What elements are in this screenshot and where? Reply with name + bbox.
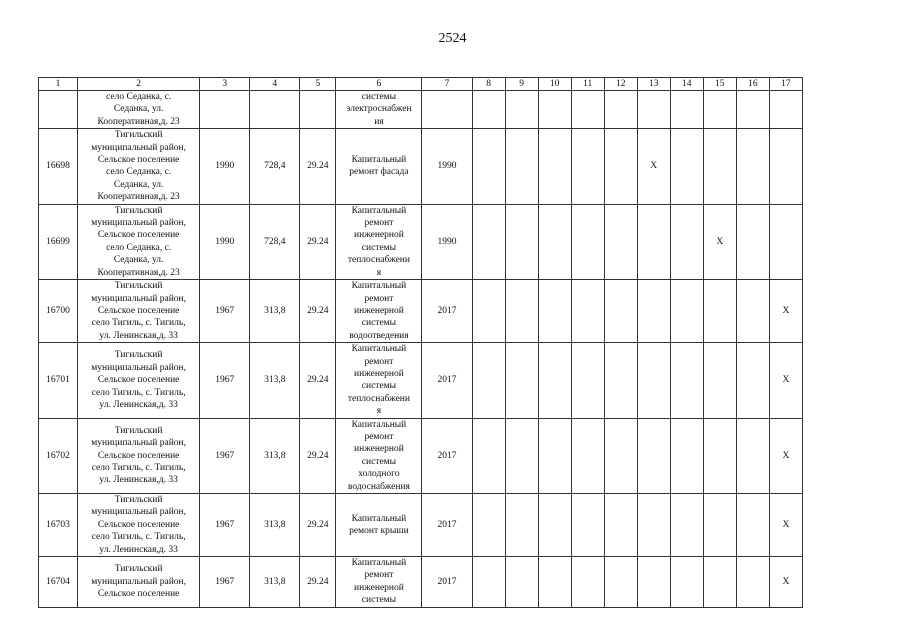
empty-cell xyxy=(637,343,670,418)
column-number-cell: 13 xyxy=(637,78,670,91)
code-cell: 29.24 xyxy=(300,494,336,557)
empty-cell xyxy=(505,494,538,557)
table-row xyxy=(39,418,803,493)
empty-cell xyxy=(736,343,769,418)
work-type-cell: Капитальный ремонт инженерной системы водоотведения xyxy=(336,280,422,343)
code-cell: 29.24 xyxy=(300,343,336,418)
column-number-cell: 10 xyxy=(538,78,571,91)
x-mark-cell: X xyxy=(769,343,802,418)
planned-year-cell: 2017 xyxy=(422,494,472,557)
row-id-cell: 16699 xyxy=(39,204,78,279)
x-mark-cell: X xyxy=(703,204,736,279)
area-cell: 313,8 xyxy=(250,494,300,557)
planned-year-cell: 1990 xyxy=(422,204,472,279)
address-cell: Тигильский муниципальный район, Сельское поселение село Тигиль, с. Тигиль, ул. Ленинская,д. 33 xyxy=(78,343,200,418)
area-cell: 313,8 xyxy=(250,280,300,343)
year-built-cell: 1967 xyxy=(200,418,250,493)
empty-cell xyxy=(505,557,538,608)
empty-cell xyxy=(604,129,637,204)
code-cell: 29.24 xyxy=(300,204,336,279)
capital-repair-table xyxy=(38,77,803,608)
planned-year-cell xyxy=(422,91,472,129)
planned-year-cell: 2017 xyxy=(422,418,472,493)
work-type-cell: Капитальный ремонт фасада xyxy=(336,129,422,204)
planned-year-cell: 2017 xyxy=(422,557,472,608)
column-number-cell: 12 xyxy=(604,78,637,91)
empty-cell xyxy=(472,494,505,557)
column-number-cell: 1 xyxy=(39,78,78,91)
empty-cell xyxy=(472,91,505,129)
x-mark-cell: X xyxy=(769,557,802,608)
column-number-cell: 11 xyxy=(571,78,604,91)
year-built-cell: 1990 xyxy=(200,129,250,204)
empty-cell xyxy=(736,129,769,204)
empty-cell xyxy=(571,280,604,343)
code-cell: 29.24 xyxy=(300,280,336,343)
address-cell: Тигильский муниципальный район, Сельское поселение село Седанка, с. Седанка, ул. Кооперативная,д. 23 xyxy=(78,129,200,204)
work-type-cell: Капитальный ремонт инженерной системы холодного водоснабжения xyxy=(336,418,422,493)
column-number-cell: 4 xyxy=(250,78,300,91)
empty-cell xyxy=(472,280,505,343)
area-cell xyxy=(250,91,300,129)
table-row xyxy=(39,129,803,204)
empty-cell xyxy=(604,557,637,608)
year-built-cell: 1967 xyxy=(200,557,250,608)
row-id-cell: 16698 xyxy=(39,129,78,204)
address-cell: Тигильский муниципальный район, Сельское поселение село Тигиль, с. Тигиль, ул. Ленинская,д. 33 xyxy=(78,280,200,343)
empty-cell xyxy=(703,280,736,343)
row-id-cell: 16702 xyxy=(39,418,78,493)
empty-cell xyxy=(571,343,604,418)
empty-cell xyxy=(604,494,637,557)
column-number-cell: 5 xyxy=(300,78,336,91)
row-id-cell: 16700 xyxy=(39,280,78,343)
address-cell: Тигильский муниципальный район, Сельское поселение xyxy=(78,557,200,608)
empty-cell xyxy=(670,557,703,608)
empty-cell xyxy=(604,204,637,279)
page-number: 2524 xyxy=(438,31,467,46)
column-number-cell: 17 xyxy=(769,78,802,91)
table-row xyxy=(39,91,803,129)
empty-cell xyxy=(637,204,670,279)
address-cell: Тигильский муниципальный район, Сельское поселение село Тигиль, с. Тигиль, ул. Ленинская,д. 33 xyxy=(78,418,200,493)
address-cell: село Седанка, с. Седанка, ул. Кооперативная,д. 23 xyxy=(78,91,200,129)
empty-cell xyxy=(472,129,505,204)
empty-cell xyxy=(571,91,604,129)
empty-cell xyxy=(538,204,571,279)
empty-cell xyxy=(736,418,769,493)
empty-cell xyxy=(505,418,538,493)
address-cell: Тигильский муниципальный район, Сельское поселение село Тигиль, с. Тигиль, ул. Ленинская,д. 33 xyxy=(78,494,200,557)
empty-cell xyxy=(736,91,769,129)
work-type-cell: системы электроснабжен ия xyxy=(336,91,422,129)
empty-cell xyxy=(703,418,736,493)
code-cell: 29.24 xyxy=(300,557,336,608)
empty-cell xyxy=(769,129,802,204)
empty-cell xyxy=(538,343,571,418)
planned-year-cell: 1990 xyxy=(422,129,472,204)
column-number-cell: 14 xyxy=(670,78,703,91)
x-mark-cell: X xyxy=(769,494,802,557)
empty-cell xyxy=(538,494,571,557)
row-id-cell: 16704 xyxy=(39,557,78,608)
column-number-cell: 3 xyxy=(200,78,250,91)
table-row xyxy=(39,343,803,418)
code-cell xyxy=(300,91,336,129)
empty-cell xyxy=(637,280,670,343)
empty-cell xyxy=(736,280,769,343)
code-cell: 29.24 xyxy=(300,129,336,204)
column-number-cell: 8 xyxy=(472,78,505,91)
area-cell: 313,8 xyxy=(250,343,300,418)
empty-cell xyxy=(571,557,604,608)
work-type-cell: Капитальный ремонт крыши xyxy=(336,494,422,557)
planned-year-cell: 2017 xyxy=(422,343,472,418)
table-row xyxy=(39,204,803,279)
table-row xyxy=(39,280,803,343)
year-built-cell: 1967 xyxy=(200,494,250,557)
area-cell: 728,4 xyxy=(250,129,300,204)
empty-cell xyxy=(571,494,604,557)
column-number-cell: 7 xyxy=(422,78,472,91)
empty-cell xyxy=(472,204,505,279)
empty-cell xyxy=(670,204,703,279)
empty-cell xyxy=(769,204,802,279)
code-cell: 29.24 xyxy=(300,418,336,493)
year-built-cell: 1990 xyxy=(200,204,250,279)
empty-cell xyxy=(472,418,505,493)
empty-cell xyxy=(637,91,670,129)
empty-cell xyxy=(538,91,571,129)
empty-cell xyxy=(703,91,736,129)
empty-cell xyxy=(472,557,505,608)
year-built-cell: 1967 xyxy=(200,343,250,418)
column-number-cell: 2 xyxy=(78,78,200,91)
x-mark-cell: X xyxy=(769,280,802,343)
empty-cell xyxy=(505,91,538,129)
empty-cell xyxy=(670,280,703,343)
empty-cell xyxy=(736,204,769,279)
empty-cell xyxy=(505,280,538,343)
empty-cell xyxy=(637,494,670,557)
year-built-cell: 1967 xyxy=(200,280,250,343)
empty-cell xyxy=(670,494,703,557)
empty-cell xyxy=(571,129,604,204)
row-id-cell: 16701 xyxy=(39,343,78,418)
empty-cell xyxy=(604,343,637,418)
area-cell: 728,4 xyxy=(250,204,300,279)
empty-cell xyxy=(538,129,571,204)
planned-year-cell: 2017 xyxy=(422,280,472,343)
empty-cell xyxy=(571,204,604,279)
empty-cell xyxy=(670,418,703,493)
empty-cell xyxy=(472,343,505,418)
empty-cell xyxy=(769,91,802,129)
column-number-cell: 9 xyxy=(505,78,538,91)
work-type-cell: Капитальный ремонт инженерной системы теплоснабжени я xyxy=(336,204,422,279)
column-number-cell: 6 xyxy=(336,78,422,91)
column-number-row xyxy=(39,78,803,91)
empty-cell xyxy=(703,494,736,557)
address-cell: Тигильский муниципальный район, Сельское поселение село Седанка, с. Седанка, ул. Кооперативная,д. 23 xyxy=(78,204,200,279)
row-id-cell: 16703 xyxy=(39,494,78,557)
empty-cell xyxy=(637,418,670,493)
area-cell: 313,8 xyxy=(250,557,300,608)
empty-cell xyxy=(703,129,736,204)
empty-cell xyxy=(604,91,637,129)
empty-cell xyxy=(670,343,703,418)
year-built-cell xyxy=(200,91,250,129)
empty-cell xyxy=(538,557,571,608)
empty-cell xyxy=(736,557,769,608)
empty-cell xyxy=(571,418,604,493)
empty-cell xyxy=(736,494,769,557)
empty-cell xyxy=(505,343,538,418)
empty-cell xyxy=(670,129,703,204)
empty-cell xyxy=(703,343,736,418)
area-cell: 313,8 xyxy=(250,418,300,493)
empty-cell xyxy=(505,204,538,279)
x-mark-cell: X xyxy=(637,129,670,204)
table-row xyxy=(39,557,803,608)
empty-cell xyxy=(637,557,670,608)
column-number-cell: 15 xyxy=(703,78,736,91)
work-type-cell: Капитальный ремонт инженерной системы xyxy=(336,557,422,608)
row-id-cell xyxy=(39,91,78,129)
empty-cell xyxy=(604,418,637,493)
empty-cell xyxy=(505,129,538,204)
empty-cell xyxy=(538,418,571,493)
x-mark-cell: X xyxy=(769,418,802,493)
empty-cell xyxy=(604,280,637,343)
empty-cell xyxy=(538,280,571,343)
empty-cell xyxy=(703,557,736,608)
column-number-cell: 16 xyxy=(736,78,769,91)
table-row xyxy=(39,494,803,557)
empty-cell xyxy=(670,91,703,129)
work-type-cell: Капитальный ремонт инженерной системы теплоснабжени я xyxy=(336,343,422,418)
